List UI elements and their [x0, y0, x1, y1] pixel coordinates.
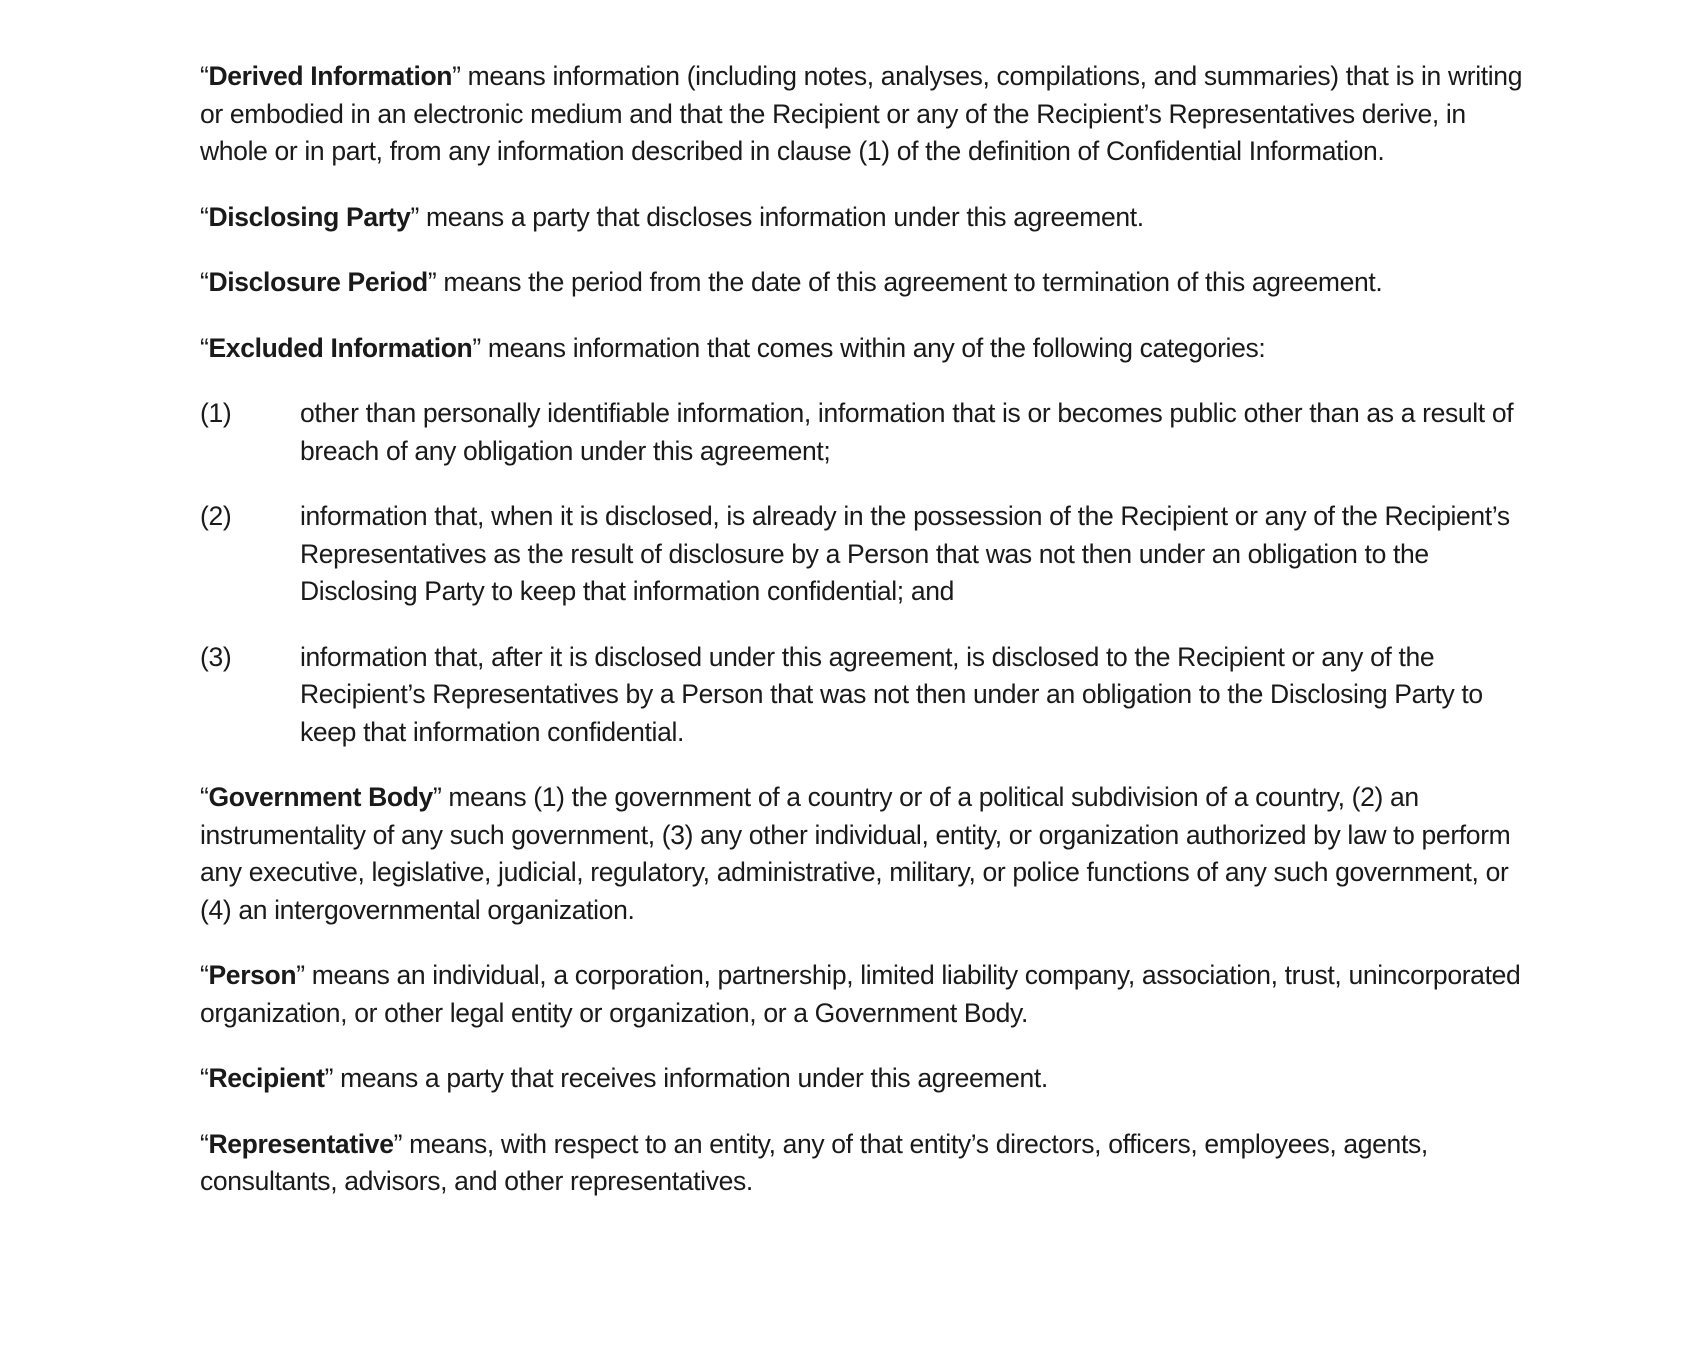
defined-term: Government Body [208, 782, 433, 812]
excluded-item-3 [200, 639, 1530, 752]
definition-disclosure-period: “Disclosure Period” means the period from the date of this agreement to termination of this agreement. [200, 267, 1383, 297]
defined-term: Representative [208, 1128, 394, 1159]
definition-text: ” means a party that receives information under this agreement. [324, 1063, 1048, 1093]
definition-text: ” means the period from the date of this agreement to termination of this agreement. [427, 267, 1383, 297]
definition-recipient: “Recipient” means a party that receives information under this agreement. [200, 1063, 1048, 1093]
excluded-item-1 [200, 395, 1530, 470]
defined-term: Disclosing Party [208, 201, 411, 232]
item-number: (2) [200, 501, 232, 531]
item-text: other than personally identifiable information, information that is or becomes public other than as a result of breach of any obligation under this agreement; [300, 398, 1514, 466]
excluded-item-2 [200, 498, 1530, 611]
item-text: information that, after it is disclosed under this agreement, is disclosed to the Recipient or any of the Recipient’s Representatives by a Person that was not then under an obligation to the Disclosing Party to keep that information confidential. [300, 641, 1483, 747]
item-number: (3) [200, 641, 232, 672]
item-text: information that, when it is disclosed, is already in the possession of the Recipient or any of the Recipient’s Representatives as the result of disclosure by a Person that was not then under an obligation to the Disclosing Party to keep that information confidential; and [300, 501, 1510, 606]
definition-derived-information: “Derived Information” means information (including notes, analyses, compilations, and summaries) that is in writing or embodied in an electronic medium and that the Recipient or any of the Recipient’s Representatives derive, in whole or in part, from any information described in clause (1) of the definition of Confidential Information. [200, 61, 1523, 166]
defined-term: Recipient [208, 1063, 325, 1093]
defined-term: Derived Information [208, 61, 453, 91]
definition-representative: “Representative” means, with respect to an entity, any of that entity’s directors, officers, employees, agents, consultants, advisors, and other representatives. [200, 1128, 1428, 1196]
item-number: (1) [200, 398, 232, 428]
definition-text: ” means information (including notes, analyses, compilations, and summaries) that is in writing or embodied in an electronic medium and that the Recipient or any of the Recipient’s Representatives derive, in whole or in part, from any information described in clause (1) of the definition of Confidential Information. [200, 61, 1523, 166]
definition-excluded-information: “Excluded Information” means information that comes within any of the following categories: [200, 332, 1266, 363]
defined-term: Disclosure Period [208, 267, 428, 297]
definition-text: ” means, with respect to an entity, any of that entity’s directors, officers, employees, agents, consultants, advisors, and other representatives. [200, 1128, 1428, 1196]
defined-term: Excluded Information [208, 332, 473, 363]
definition-disclosing-party: “Disclosing Party” means a party that discloses information under this agreement. [200, 201, 1144, 232]
definition-text: ” means (1) the government of a country or of a political subdivision of a country, (2) an instrumentality of any such government, (3) any other individual, entity, or organization authorized by law to perform any executive, legislative, judicial, regulatory, administrative, military, or police functions of any such government, or (4) an intergovernmental organization. [200, 782, 1511, 925]
definition-person: “Person” means an individual, a corporation, partnership, limited liability company, association, trust, unincorporated organization, or other legal entity or organization, or a Government Body. [200, 960, 1521, 1028]
definition-text: ” means information that comes within any of the following categories: [472, 332, 1266, 363]
definition-text: ” means an individual, a corporation, partnership, limited liability company, association, trust, unincorporated organization, or other legal entity or organization, or a Government Body. [200, 960, 1521, 1028]
defined-term: Person [208, 960, 297, 990]
definition-text: ” means a party that discloses information under this agreement. [410, 201, 1144, 232]
document-page [200, 58, 1530, 1229]
definition-government-body: “Government Body” means (1) the government of a country or of a political subdivision of a country, (2) an instrumentality of any such government, (3) any other individual, entity, or organization authorized by law to perform any executive, legislative, judicial, regulatory, administrative, military, or police functions of any such government, or (4) an intergovernmental organization. [200, 782, 1511, 925]
